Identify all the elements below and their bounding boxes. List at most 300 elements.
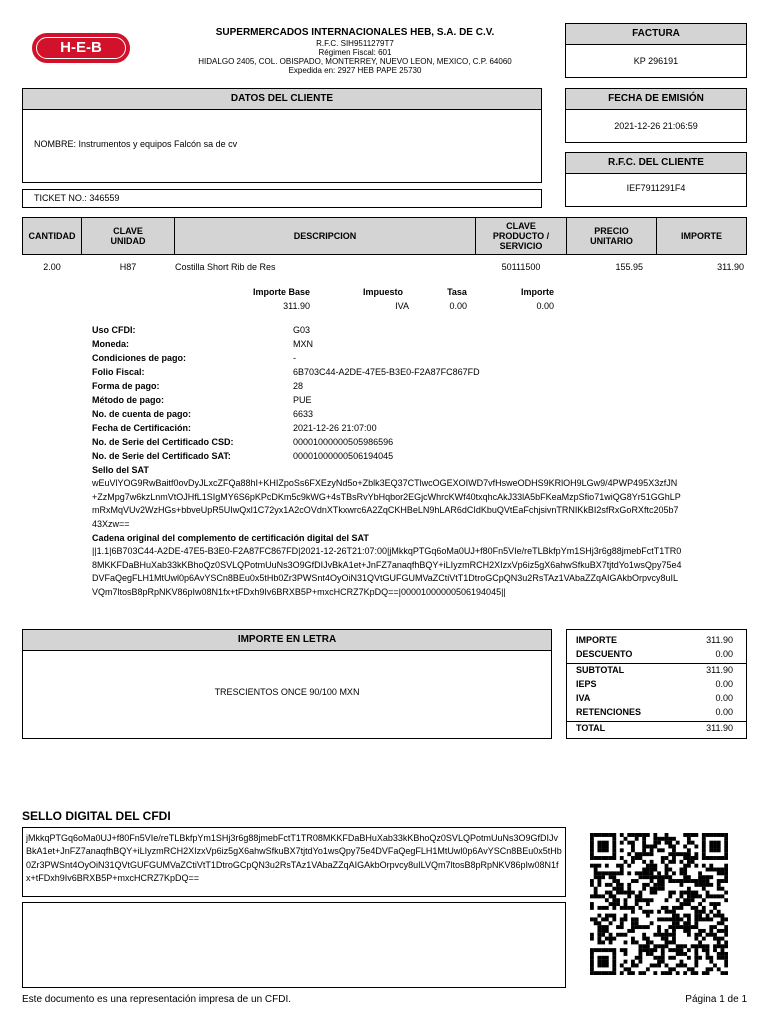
qr-module: [653, 841, 657, 845]
qr-module: [609, 871, 613, 875]
qr-module: [597, 894, 601, 898]
qr-module: [605, 845, 609, 849]
qr-module: [661, 948, 665, 952]
qr-module: [676, 879, 680, 883]
qr-module: [616, 887, 620, 891]
qr-module: [694, 917, 698, 921]
fecha-box: [565, 88, 747, 143]
qr-module: [601, 875, 605, 879]
qr-module: [616, 864, 620, 868]
qr-module: [683, 921, 687, 925]
qr-module: [605, 883, 609, 887]
qr-module: [717, 845, 721, 849]
qr-module: [653, 887, 657, 891]
qr-module: [668, 894, 672, 898]
qr-module: [680, 917, 684, 921]
qr-module: [638, 891, 642, 895]
qr-module: [601, 906, 605, 910]
company-address: HIDALGO 2405, COL. OBISPADO, MONTERREY, NUEVO LEON, MEXICO, C.P. 64060: [198, 57, 512, 66]
qr-module: [676, 948, 680, 952]
qr-module: [665, 937, 669, 941]
qr-module: [635, 894, 639, 898]
qr-module: [642, 871, 646, 875]
qr-module: [665, 864, 669, 868]
qr-module: [672, 914, 676, 918]
heb-logo-text: H-E-B: [36, 37, 126, 59]
qr-module: [657, 837, 661, 841]
qr-module: [687, 967, 691, 971]
qr-module: [631, 929, 635, 933]
total-value: 311.90: [706, 665, 733, 675]
qr-module: [616, 933, 620, 937]
qr-module: [642, 833, 646, 837]
qr-module: [620, 971, 624, 975]
qr-module: [646, 937, 650, 941]
qr-module: [724, 929, 728, 933]
qr-module: [709, 933, 713, 937]
qr-module: [635, 925, 639, 929]
qr-module: [612, 914, 616, 918]
qr-module: [683, 952, 687, 956]
detail-label: No. de Serie del Certificado SAT:: [92, 451, 231, 461]
qr-module: [724, 940, 728, 944]
qr-module: [650, 940, 654, 944]
qr-module: [706, 833, 710, 837]
qr-module: [594, 864, 598, 868]
rfc-cliente-box: [565, 152, 747, 207]
qr-module: [590, 883, 594, 887]
qr-module: [691, 925, 695, 929]
detail-label: Uso CFDI:: [92, 325, 136, 335]
qr-module: [635, 856, 639, 860]
col-importe: IMPORTE: [656, 217, 747, 255]
cliente-label: DATOS DEL CLIENTE: [23, 89, 541, 110]
qr-module: [683, 856, 687, 860]
qr-module: [668, 891, 672, 895]
qr-module: [713, 963, 717, 967]
total-label: IVA: [576, 693, 591, 703]
qr-module: [616, 871, 620, 875]
qr-module: [691, 841, 695, 845]
totals-divider: [567, 663, 746, 664]
qr-module: [620, 948, 624, 952]
qr-module: [706, 891, 710, 895]
qr-module: [665, 944, 669, 948]
qr-module: [597, 948, 601, 952]
qr-module: [665, 837, 669, 841]
qr-module: [594, 971, 598, 975]
qr-module: [672, 937, 676, 941]
qr-module: [687, 879, 691, 883]
qr-module: [706, 856, 710, 860]
qr-module: [676, 971, 680, 975]
qr-module: [642, 933, 646, 937]
qr-module: [687, 887, 691, 891]
qr-module: [627, 841, 631, 845]
qr-module: [694, 852, 698, 856]
qr-module: [717, 894, 721, 898]
qr-module: [638, 971, 642, 975]
sello-cfdi-label: SELLO DIGITAL DEL CFDI: [22, 809, 171, 823]
qr-module: [668, 925, 672, 929]
qr-module: [721, 871, 725, 875]
qr-module: [646, 864, 650, 868]
qr-module: [702, 929, 706, 933]
qr-module: [713, 902, 717, 906]
qr-module: [624, 914, 628, 918]
qr-module: [687, 914, 691, 918]
qr-module: [612, 833, 616, 837]
qr-module: [694, 833, 698, 837]
qr-module: [597, 929, 601, 933]
qr-module: [721, 856, 725, 860]
qr-module: [620, 841, 624, 845]
qr-module: [683, 868, 687, 872]
qr-module: [646, 940, 650, 944]
qr-module: [687, 875, 691, 879]
qr-module: [627, 887, 631, 891]
qr-module: [624, 917, 628, 921]
qr-module: [616, 902, 620, 906]
qr-module: [709, 929, 713, 933]
qr-module: [616, 898, 620, 902]
qr-module: [605, 841, 609, 845]
qr-module: [691, 906, 695, 910]
qr-module: [709, 925, 713, 929]
qr-module: [590, 833, 594, 837]
detail-value: PUE: [293, 395, 312, 405]
qr-module: [631, 891, 635, 895]
qr-module: [650, 948, 654, 952]
qr-module: [709, 956, 713, 960]
qr-module: [724, 841, 728, 845]
qr-module: [650, 845, 654, 849]
qr-module: [687, 956, 691, 960]
qr-module: [683, 944, 687, 948]
qr-module: [709, 894, 713, 898]
qr-module: [724, 845, 728, 849]
qr-module: [694, 910, 698, 914]
qr-module: [687, 833, 691, 837]
qr-module: [668, 910, 672, 914]
qr-module: [594, 868, 598, 872]
qr-module: [683, 929, 687, 933]
qr-module: [694, 894, 698, 898]
importe-letra-box: [22, 629, 552, 739]
heb-logo: [32, 33, 130, 63]
qr-module: [631, 917, 635, 921]
qr-module: [609, 948, 613, 952]
qr-module: [590, 960, 594, 964]
qr-module: [691, 833, 695, 837]
qr-module: [709, 967, 713, 971]
qr-module: [657, 929, 661, 933]
qr-module: [612, 879, 616, 883]
qr-module: [676, 925, 680, 929]
qr-module: [721, 887, 725, 891]
qr-module: [638, 906, 642, 910]
qr-module: [650, 910, 654, 914]
tax-value-impuesto: IVA: [395, 301, 409, 311]
qr-module: [724, 868, 728, 872]
qr-module: [620, 891, 624, 895]
qr-module: [627, 871, 631, 875]
qr-module: [676, 963, 680, 967]
qr-module: [687, 891, 691, 895]
qr-module: [612, 956, 616, 960]
qr-module: [612, 967, 616, 971]
qr-module: [624, 902, 628, 906]
qr-module: [661, 906, 665, 910]
qr-module: [683, 891, 687, 895]
qr-module: [680, 891, 684, 895]
qr-module: [672, 837, 676, 841]
qr-module: [612, 971, 616, 975]
qr-module: [724, 871, 728, 875]
detail-value: 2021-12-26 21:07:00: [293, 423, 377, 433]
qr-module: [706, 948, 710, 952]
qr-module: [687, 856, 691, 860]
qr-module: [653, 971, 657, 975]
qr-module: [702, 879, 706, 883]
tax-value-base: 311.90: [283, 301, 310, 311]
qr-module: [665, 875, 669, 879]
qr-module: [683, 963, 687, 967]
qr-module: [653, 875, 657, 879]
qr-module: [657, 963, 661, 967]
detail-label: Condiciones de pago:: [92, 353, 187, 363]
qr-module: [590, 956, 594, 960]
tax-header-importe: Importe: [520, 287, 554, 297]
qr-module: [597, 833, 601, 837]
qr-module: [691, 860, 695, 864]
qr-module: [676, 914, 680, 918]
qr-module: [646, 852, 650, 856]
qr-module: [698, 914, 702, 918]
qr-module: [706, 956, 710, 960]
qr-module: [702, 841, 706, 845]
qr-module: [717, 856, 721, 860]
qr-module: [624, 952, 628, 956]
qr-module: [676, 852, 680, 856]
qr-module: [597, 864, 601, 868]
qr-module: [657, 956, 661, 960]
qr-module: [653, 883, 657, 887]
qr-module: [702, 852, 706, 856]
qr-module: [653, 933, 657, 937]
qr-module: [616, 925, 620, 929]
qr-module: [694, 971, 698, 975]
qr-module: [717, 956, 721, 960]
qr-module: [680, 860, 684, 864]
qr-module: [683, 845, 687, 849]
detail-label: Método de pago:: [92, 395, 164, 405]
qr-module: [672, 967, 676, 971]
qr-module: [721, 833, 725, 837]
qr-module: [665, 856, 669, 860]
factura-value: KP 296191: [633, 56, 679, 66]
qr-module: [680, 944, 684, 948]
qr-module: [605, 898, 609, 902]
qr-module: [638, 894, 642, 898]
ticket-number: TICKET NO.: 346559: [34, 193, 120, 203]
qr-module: [721, 956, 725, 960]
qr-module: [709, 868, 713, 872]
qr-module: [713, 841, 717, 845]
qr-module: [642, 875, 646, 879]
qr-module: [668, 868, 672, 872]
detail-value: -: [293, 353, 296, 363]
qr-module: [620, 887, 624, 891]
qr-module: [605, 906, 609, 910]
qr-module: [672, 906, 676, 910]
qr-module: [661, 887, 665, 891]
qr-module: [631, 921, 635, 925]
qr-module: [627, 852, 631, 856]
qr-module: [594, 871, 598, 875]
qr-module: [713, 925, 717, 929]
qr-module: [601, 940, 605, 944]
qr-module: [590, 917, 594, 921]
qr-module: [721, 929, 725, 933]
detail-value: 6B703C44-A2DE-47E5-B3E0-F2A87FC867FD: [293, 367, 480, 377]
row-cantidad: 2.00: [43, 262, 61, 272]
qr-module: [597, 963, 601, 967]
qr-module: [609, 856, 613, 860]
total-value: 0.00: [715, 649, 733, 659]
qr-module: [642, 944, 646, 948]
qr-module: [721, 879, 725, 883]
qr-module: [627, 967, 631, 971]
qr-module: [590, 879, 594, 883]
qr-module: [631, 860, 635, 864]
qr-module: [638, 898, 642, 902]
qr-module: [694, 952, 698, 956]
qr-module: [646, 845, 650, 849]
qr-module: [709, 902, 713, 906]
qr-module: [687, 852, 691, 856]
qr-module: [709, 910, 713, 914]
qr-module: [702, 948, 706, 952]
qr-module: [631, 848, 635, 852]
qr-module: [698, 875, 702, 879]
qr-module: [698, 917, 702, 921]
qr-module: [672, 860, 676, 864]
qr-module: [627, 894, 631, 898]
qr-module: [642, 837, 646, 841]
qr-module: [601, 963, 605, 967]
qr-module: [612, 894, 616, 898]
qr-module: [638, 875, 642, 879]
qr-module: [668, 967, 672, 971]
qr-module: [672, 940, 676, 944]
qr-module: [672, 845, 676, 849]
qr-module: [609, 875, 613, 879]
qr-module: [638, 956, 642, 960]
qr-module: [646, 967, 650, 971]
qr-module: [631, 925, 635, 929]
qr-module: [661, 933, 665, 937]
qr-module: [694, 845, 698, 849]
qr-module: [612, 948, 616, 952]
qr-module: [631, 963, 635, 967]
footer-page: Página 1 de 1: [685, 994, 747, 1005]
qr-module: [680, 902, 684, 906]
qr-module: [590, 948, 594, 952]
qr-module: [609, 933, 613, 937]
qr-module: [590, 856, 594, 860]
qr-module: [650, 871, 654, 875]
sello-sat-label: Sello del SAT: [92, 465, 149, 475]
qr-module: [635, 917, 639, 921]
qr-module: [601, 956, 605, 960]
qr-module: [694, 956, 698, 960]
qr-module: [709, 845, 713, 849]
qr-module: [597, 856, 601, 860]
qr-module: [631, 971, 635, 975]
qr-module: [597, 914, 601, 918]
qr-module: [717, 940, 721, 944]
qr-module: [676, 952, 680, 956]
qr-module: [601, 925, 605, 929]
qr-module: [635, 898, 639, 902]
qr-module: [713, 845, 717, 849]
qr-module: [694, 921, 698, 925]
qr-module: [665, 833, 669, 837]
qr-module: [665, 963, 669, 967]
qr-module: [724, 864, 728, 868]
qr-module: [724, 960, 728, 964]
qr-module: [646, 925, 650, 929]
qr-module: [661, 971, 665, 975]
company-header: [160, 26, 550, 75]
qr-module: [694, 906, 698, 910]
qr-module: [601, 845, 605, 849]
qr-module: [594, 887, 598, 891]
qr-module: [653, 837, 657, 841]
qr-module: [717, 848, 721, 852]
qr-module: [672, 871, 676, 875]
qr-module: [642, 845, 646, 849]
qr-module: [646, 871, 650, 875]
detail-value: MXN: [293, 339, 313, 349]
qr-module: [646, 910, 650, 914]
qr-module: [620, 963, 624, 967]
qr-module: [724, 852, 728, 856]
qr-module: [691, 898, 695, 902]
qr-module: [642, 948, 646, 952]
qr-module: [724, 925, 728, 929]
qr-module: [650, 852, 654, 856]
qr-module: [650, 868, 654, 872]
qr-module: [713, 856, 717, 860]
qr-module: [661, 956, 665, 960]
qr-module: [653, 963, 657, 967]
qr-module: [620, 921, 624, 925]
qr-module: [724, 856, 728, 860]
company-name: SUPERMERCADOS INTERNACIONALES HEB, S.A. DE C.V.: [215, 27, 495, 38]
qr-module: [672, 891, 676, 895]
qr-module: [665, 871, 669, 875]
qr-module: [665, 929, 669, 933]
qr-module: [694, 937, 698, 941]
qr-module: [661, 837, 665, 841]
qr-module: [631, 960, 635, 964]
qr-module: [668, 948, 672, 952]
qr-module: [612, 952, 616, 956]
qr-module: [624, 837, 628, 841]
qr-module: [638, 871, 642, 875]
